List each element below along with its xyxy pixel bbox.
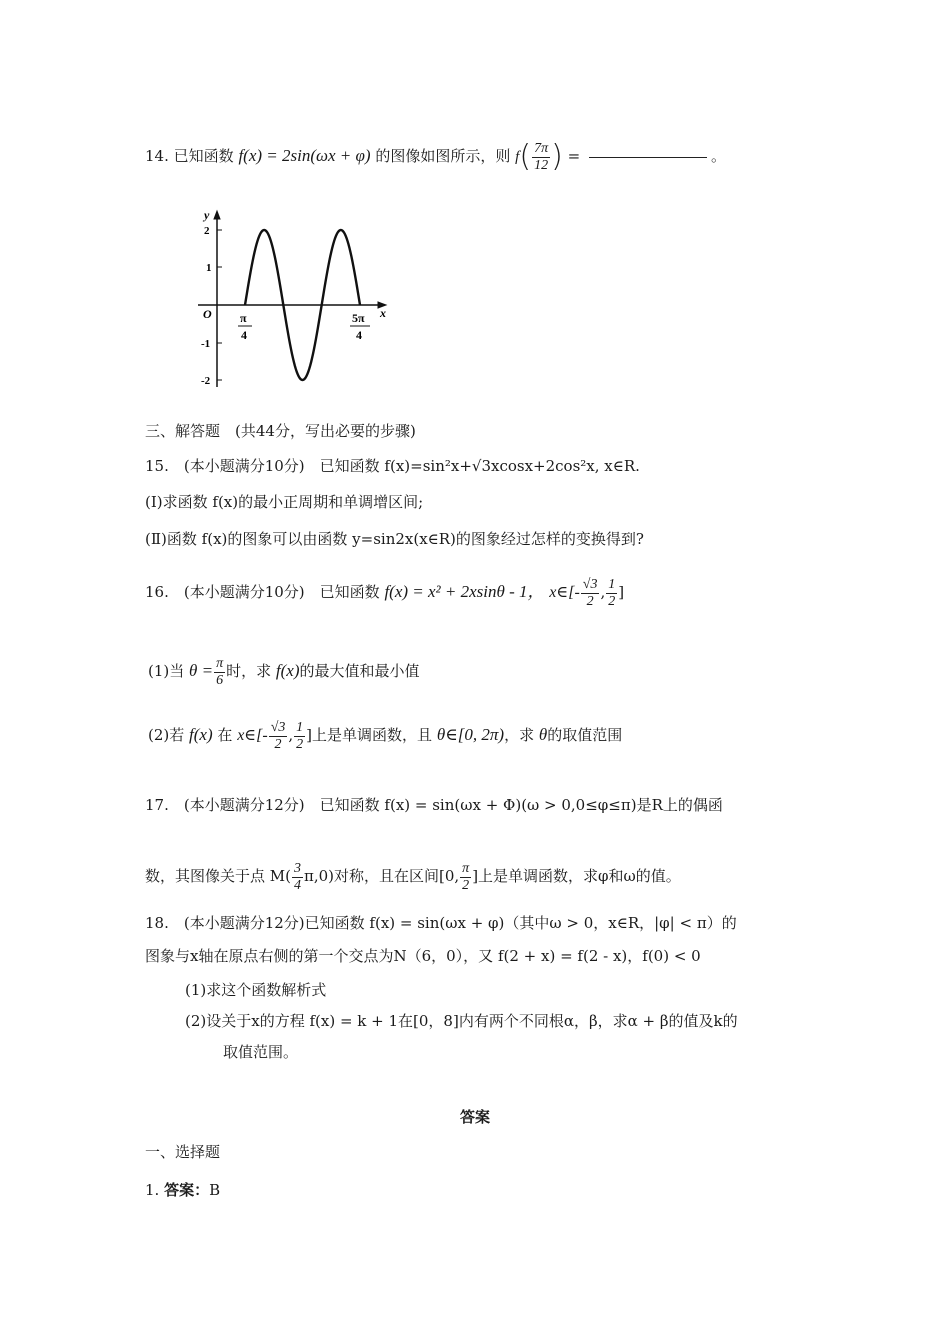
q14-eval-f: f (515, 149, 520, 165)
q16-p2-frac-1-2: $\frac{1}{2}$ (296, 719, 304, 752)
q16-p2-lead: (2)若 (148, 726, 185, 744)
q16-p2-theta: θ∈[0, 2π) (436, 725, 505, 744)
y-tick-1: 1 (206, 262, 212, 274)
q14-end: 。 (710, 147, 726, 165)
q14-open-paren: ( (519, 139, 532, 174)
q14-equals: = (567, 147, 581, 165)
q16-p2-domain-suffix: ] (306, 726, 313, 744)
q14-eval-fraction: $\frac{7\pi}{12}$ (534, 140, 549, 173)
q16-p1-lead: (1)当 (148, 662, 185, 680)
q16-p1-end: 的最大值和最小值 (299, 662, 420, 680)
q16-frac-1-2: $\frac{1}{2}$ (608, 576, 616, 609)
q14-close-paren: ) (551, 139, 563, 174)
q16-intro-line: 16. (本小题满分10分) 已知函数 f(x) = x² + 2xsinθ - 1， x∈[- $\frac{√3}{2}$ , $\frac{1}{2}$ ] (145, 576, 625, 609)
q14-lead: 已知函数 (173, 147, 234, 165)
q16-p2-ask: ，求 (504, 726, 535, 744)
q17-line1: 17. (本小题满分12分) 已知函数 f(x) = sin(ωx + Φ)(ω > 0,0≤φ≤π)是R上的偶函 (145, 796, 723, 814)
x-tick-pi-4-num: π (240, 311, 247, 325)
x-axis-label: x (380, 306, 386, 320)
y-tick-neg1: -1 (201, 338, 211, 350)
y-tick-neg2: -2 (201, 375, 211, 387)
q14-answer-blank (589, 157, 707, 158)
q17-line2-b: π,0)对称，且在区间[0, (303, 867, 460, 885)
q16-p2-fx: f(x) (189, 725, 213, 744)
q18-line1: 18. (本小题满分12分)已知函数 f(x) = sin(ωx + φ)（其中ω > 0，x∈R，|φ| < π）的 (145, 914, 737, 932)
origin-label: O (203, 307, 212, 321)
q16-frac-sqrt3-2: $\frac{√3}{2}$ (582, 576, 598, 609)
q18-line2: 图象与x轴在原点右侧的第一个交点为N（6，0），又 f(2 + x) = f(2 - x)，f(0) < 0 (145, 947, 701, 965)
q18-part2: (2)设关于x的方程 f(x) = k + 1在[0，8]内有两个不同根α，β，求α + β的值及k的 (185, 1012, 738, 1030)
q14-number: 14. (145, 147, 169, 165)
answers-title: 答案 (459, 1108, 490, 1126)
q16-domain-suffix: ] (618, 583, 625, 601)
q16-p1-fx: f(x) (275, 661, 300, 680)
answer-item-1-label: 答案： (164, 1181, 210, 1199)
x-tick-5pi-4-num: 5π (352, 311, 365, 325)
q17-frac-3-4: $\frac{3}{4}$ (293, 860, 301, 893)
q17-line2 (145, 856, 681, 896)
sine-graph (190, 205, 400, 395)
answer-item-1-value: B (209, 1181, 221, 1199)
q14-middle: 的图像如图所示，则 (375, 147, 511, 165)
q15-intro: 15. (本小题满分10分) 已知函数 f(x)=sin²x+√3xcosx+2cos²x, x∈R. (145, 457, 640, 475)
x-tick-5pi-4-den: 4 (356, 328, 362, 342)
q18-part2-cont: 取值范围。 (223, 1043, 299, 1061)
q16-p1-theta: θ = (189, 661, 214, 680)
q16-p2-theta2: θ (538, 725, 548, 744)
q15-part1: (Ⅰ)求函数 f(x)的最小正周期和单调增区间; (145, 493, 424, 511)
q15-part2: (Ⅱ)函数 f(x)的图象可以由函数 y=sin2x(x∈R)的图象经过怎样的变换得到? (145, 530, 644, 548)
q16-p2-frac-sqrt3-2: $\frac{√3}{2}$ (270, 719, 286, 752)
q16-p2-end: 的取值范围 (547, 726, 623, 744)
q16-p1-fraction: $\frac{\pi}{6}$ (216, 655, 224, 688)
x-tick-pi-4-den: 4 (241, 328, 247, 342)
q17-line2-c: ]上是单调函数，求φ和ω的值。 (472, 867, 681, 885)
q16-part1-line (148, 653, 420, 689)
answer-item-1 (145, 1180, 220, 1200)
q16-p2-in: 在 (217, 726, 233, 744)
y-axis-arrow (214, 211, 220, 219)
q16-p2-domain-prefix: x∈[- (237, 727, 268, 744)
q14-formula: f(x) = 2sin(ωx + φ) (238, 146, 371, 165)
y-axis-label: y (204, 208, 210, 222)
q17-frac-pi-2: $\frac{\pi}{2}$ (462, 860, 470, 893)
q16-part2-line: (2)若 f(x) 在 x∈[- $\frac{√3}{2}$ , $\frac{1}{2}$ ]上是单调函数，且 θ∈[0, 2π)，求 θ的取值范围 (148, 719, 623, 752)
y-tick-2: 2 (204, 225, 210, 237)
q16-p2-mid: 上是单调函数，且 (312, 726, 433, 744)
answers-section-1: 一、选择题 (145, 1143, 221, 1161)
q16-p1-rest: 时，求 (226, 662, 272, 680)
q16-formula: f(x) = x² + 2xsinθ - 1， (384, 582, 545, 601)
q14-line (145, 138, 726, 175)
q17-line2-a: 数，其图像关于点 M( (145, 867, 291, 885)
section-3-heading: 三、解答题 (共44分，写出必要的步骤) (145, 422, 416, 440)
q16-domain-prefix: x∈[- (549, 584, 580, 601)
q16-intro: 16. (本小题满分10分) 已知函数 (145, 583, 380, 601)
q18-part1: (1)求这个函数解析式 (185, 981, 327, 999)
answer-item-1-number: 1. (145, 1181, 160, 1199)
